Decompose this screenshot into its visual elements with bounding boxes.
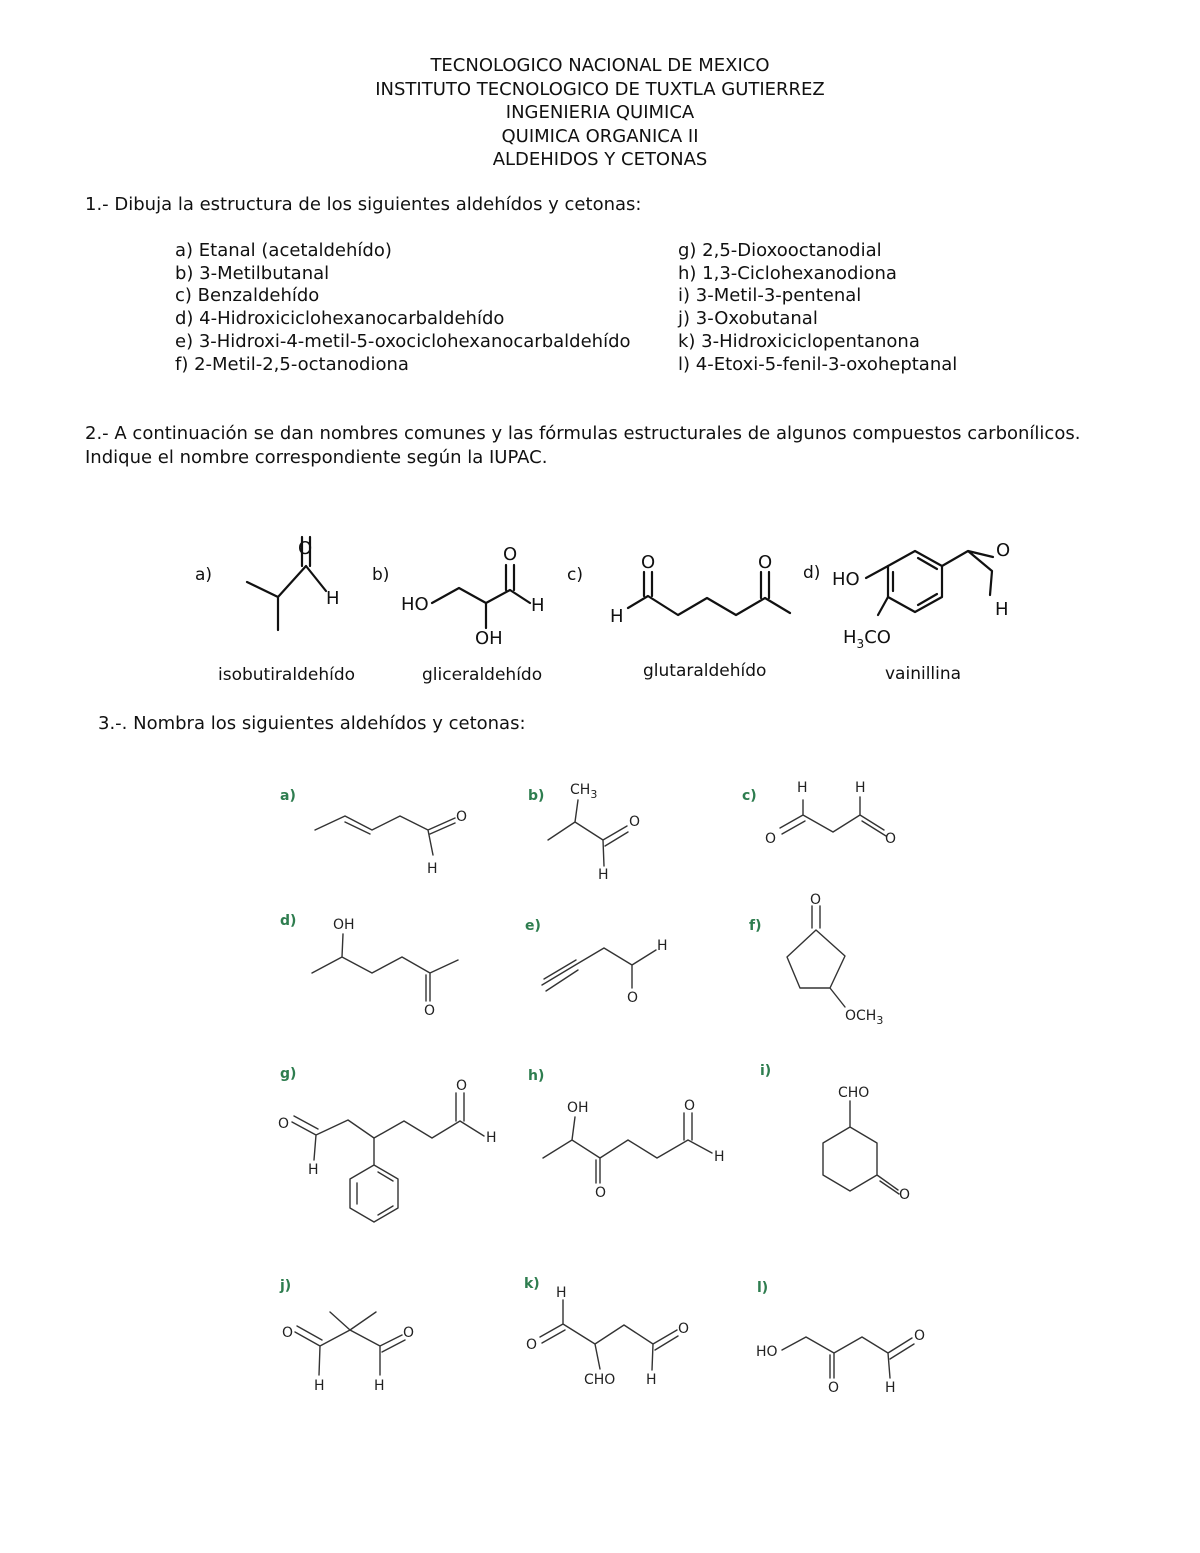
q2-structure-c-glutaraldehyde [567,552,790,681]
atom-hydrogen: H [556,1285,567,1301]
structure-label: i) [760,1063,772,1079]
q2-structure-a-isobutyraldehyde [195,537,355,685]
atom-oxygen: O [627,990,639,1006]
structure-label: a) [195,565,213,585]
atom-hydroxyl: OH [567,1100,589,1116]
atom-oxygen: O [810,892,822,908]
atom-oxygen: O [595,1185,607,1201]
atom-oxygen: O [456,1078,468,1094]
atom-hydrogen: H [855,780,866,796]
atom-oxygen: O [526,1337,538,1353]
atom-hydrogen: H [797,780,808,796]
atom-oxygen: O [914,1328,926,1344]
q3-structure-l [756,1280,925,1396]
atom-oxygen: O [298,538,313,559]
header-course: QUIMICA ORGANICA II [501,125,699,147]
structure-label: c) [742,788,757,804]
q3-structure-f [749,892,883,1027]
q3-structure-d [280,913,458,1019]
atom-hydroxyl: OH [333,917,355,933]
q3-structure-b [528,782,640,883]
q3-structure-a [280,788,467,877]
list-item: j) 3-Oxobutanal [678,308,818,330]
atom-hydrogen: H [610,606,624,627]
q2-structure-d-vanillin [803,540,1010,684]
q3-structure-j [279,1278,414,1394]
list-item: a) Etanal (acetaldehído) [175,240,392,261]
compound-name: vainillina [885,664,962,684]
q3-structure-e [525,918,668,1006]
atom-oxygen: O [996,540,1011,561]
atom-hydroxyl: HO [756,1344,778,1360]
atom-hydrogen: H [308,1162,319,1178]
compound-name: glutaraldehído [643,661,767,681]
q3-structure-i [760,1063,910,1203]
structure-label: h) [528,1068,545,1084]
structure-label: g) [280,1066,297,1082]
atom-hydrogen: H [486,1130,497,1146]
atom-oxygen: O [641,552,656,573]
q3-structure-g [278,1066,497,1222]
atom-oxygen: O [629,814,641,830]
question-3-prompt: 3.-. Nombra los siguientes aldehídos y cetonas: [98,713,526,734]
question-1-prompt: 1.- Dibuja la estructura de los siguientes aldehídos y cetonas: [85,194,642,215]
question-2-prompt: 2.- A continuación se dan nombres comunes y las fórmulas estructurales de algunos compuestos carbonílicos. Indique el nombre correspondiente según la IUPAC. [85,423,1081,468]
atom-hydrogen: H [995,599,1009,620]
atom-oxygen: O [758,552,773,573]
list-item: k) 3-Hidroxiciclopentanona [678,330,920,352]
list-item: i) 3-Metil-3-pentenal [678,285,862,307]
atom-oxygen: O [885,831,897,847]
atom-hydrogen: H [885,1380,896,1396]
structure-label: c) [567,565,583,585]
structure-label: j) [280,1278,292,1294]
list-item: f) 2-Metil-2,5-octanodiona [175,353,409,375]
header-institute: INSTITUTO TECNOLOGICO DE TUXTLA GUTIERREZ [375,78,825,100]
structure-label: k) [524,1276,540,1292]
header-topic: ALDEHIDOS Y CETONAS [492,149,708,170]
atom-hydrogen: H [427,861,438,877]
list-item: e) 3-Hidroxi-4-metil-5-oxociclohexanocarbaldehído [175,330,631,352]
atom-hydroxyl: OH [475,628,503,649]
atom-hydrogen: H [657,938,668,954]
structure-label: f) [749,918,762,934]
compound-name: isobutiraldehído [218,665,356,685]
atom-oxygen: O [282,1325,294,1341]
atom-oxygen: O [684,1098,696,1114]
q3-structure-h [528,1068,725,1201]
header-institution: TECNOLOGICO NACIONAL DE MEXICO [430,55,770,76]
list-item: c) Benzaldehído [175,285,320,307]
atom-oxygen: O [424,1003,436,1019]
structure-label: b) [372,565,390,585]
q3-structure-k [524,1276,689,1388]
atom-hydroxyl: HO [401,594,429,615]
structure-label: a) [280,788,296,804]
list-item: h) 1,3-Ciclohexanodiona [678,262,897,284]
atom-hydrogen: H [314,1378,325,1394]
atom-methyl: $CH_3$ [570,782,598,801]
atom-hydrogen: H [531,595,545,616]
structure-label: d) [280,913,297,929]
atom-oxygen: O [899,1187,911,1203]
atom-hydrogen: H [374,1378,385,1394]
structure-label: e) [525,918,541,934]
atom-methoxy: $H_3CO$ [843,627,891,651]
atom-oxygen: O [278,1116,290,1132]
compound-name: gliceraldehído [422,665,543,685]
atom-hydrogen: H [646,1372,657,1388]
atom-hydrogen: H [714,1149,725,1165]
header-program: INGENIERIA QUIMICA [505,102,695,123]
list-item: d) 4-Hidroxiciclohexanocarbaldehído [175,308,505,330]
atom-oxygen: O [678,1321,690,1337]
structure-label: l) [757,1280,769,1296]
list-item: l) 4-Etoxi-5-fenil-3-oxoheptanal [678,353,958,375]
atom-oxygen: O [828,1380,840,1396]
list-item: b) 3-Metilbutanal [175,262,330,284]
atom-hydrogen: H [598,867,609,883]
atom-oxygen: O [403,1325,415,1341]
atom-oxygen: O [456,809,468,825]
q3-structure-c [742,780,896,847]
atom-aldehyde: CHO [584,1372,616,1388]
atom-oxygen: O [503,544,518,565]
structure-label: b) [528,788,545,804]
atom-oxygen: O [765,831,777,847]
atom-aldehyde: CHO [838,1085,870,1101]
q2-structure-b-glyceraldehyde [372,544,545,685]
atom-methoxy: $OCH_3$ [845,1008,884,1027]
structure-label: d) [803,563,821,583]
atom-hydrogen: H [326,588,340,609]
atom-hydroxyl: HO [832,569,860,590]
list-item: g) 2,5-Dioxooctanodial [678,240,882,261]
